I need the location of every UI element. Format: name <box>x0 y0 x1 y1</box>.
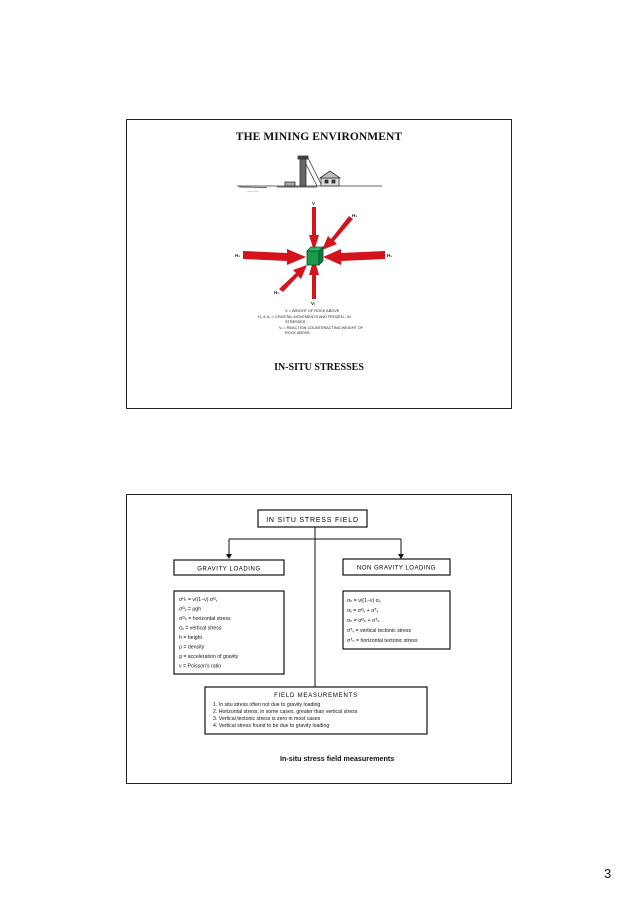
arrow-v <box>309 207 319 251</box>
non-gravity-item: σᵀᵥ = vertical tectonic stress <box>347 628 412 634</box>
field-item: 2. Horizontal stress, in some cases, greater than vertical stress <box>213 709 358 715</box>
slide-in-situ-stress-field <box>126 494 512 784</box>
arrow-h2-upper <box>322 216 353 250</box>
gravity-item: σᴴₕ = ν/(1−ν) σᴳᵥ <box>179 597 218 603</box>
label-h1-left: H₁ <box>235 253 241 258</box>
page-number: 3 <box>604 866 612 881</box>
legend-line-2: H₁ & H₂ = CRUSTAL MOVEMENTS AND FROZEN - IN <box>258 315 351 319</box>
gravity-item: σᴳᵥ = ρgh <box>179 606 202 613</box>
legend-line-1: V = WEIGHT OF ROCK ABOVE <box>285 309 340 313</box>
gravity-item: g = acceleration of gravity <box>179 654 239 660</box>
label-h2-lower: H₂ <box>274 290 280 295</box>
legend-line-4: Vᵣ = REACTION COUNTERACTING WEIGHT OF <box>279 326 364 330</box>
field-measurements-header: FIELD MEASUREMENTS <box>274 693 358 699</box>
slide2-caption: In-situ stress field measurements <box>280 754 395 763</box>
slide-caption: IN-SITU STRESSES <box>274 362 364 373</box>
non-gravity-item: σₕ = ν/(1−ν) σᵥ <box>347 598 381 604</box>
field-item: 4. Vertical stress found to be due to gravity loading <box>213 723 330 729</box>
non-gravity-item: σᵥ = σᴳᵥ + σᵀᵥ <box>347 608 379 614</box>
arrow-h1-right <box>323 249 385 265</box>
gravity-item: σᴳₕ = horizontal stress <box>179 616 231 622</box>
slide-title: THE MINING ENVIRONMENT <box>235 131 403 143</box>
gravity-item: ν = Poisson's ratio <box>179 663 222 670</box>
arrow-h1-left <box>243 249 306 265</box>
legend-line-3: STRESSES <box>285 320 306 324</box>
non-gravity-item: σᵀₕ = horizontal tectonic stress <box>347 638 418 644</box>
gravity-item: ρ = density <box>179 644 205 651</box>
slide-mining-environment <box>126 119 512 409</box>
gravity-items-box <box>174 591 284 674</box>
legend <box>258 309 364 335</box>
field-item: 3. Vertical tectonic stress is zero in most cases <box>213 716 321 722</box>
field-item: 1. In situ stress often not due to gravity loading <box>213 702 321 708</box>
stress-field-flowchart <box>127 495 513 785</box>
gravity-item: h = height <box>179 635 202 641</box>
top-box-label: IN SITU STRESS FIELD <box>266 517 359 524</box>
gravity-loading-label: GRAVITY LOADING <box>197 566 261 573</box>
label-vr: Vᵣ <box>311 301 316 306</box>
mine-headframe-illustration <box>237 156 382 193</box>
rock-cube-icon <box>307 247 323 265</box>
arrow-h2-lower <box>279 265 307 292</box>
non-gravity-item: σₕ = σᴳₕ + σᵀₕ <box>347 618 380 624</box>
label-h1-right: H₁ <box>387 253 393 258</box>
gravity-item: σᵥ = vertical stress <box>179 625 222 632</box>
label-h2-upper: H₂ <box>352 213 358 218</box>
legend-line-5: ROCK ABOVE <box>285 331 310 335</box>
label-v: V <box>312 201 316 206</box>
svg-text:~~~ ~~~: ~~~ ~~~ <box>247 189 259 193</box>
non-gravity-loading-label: NON GRAVITY LOADING <box>357 565 436 572</box>
